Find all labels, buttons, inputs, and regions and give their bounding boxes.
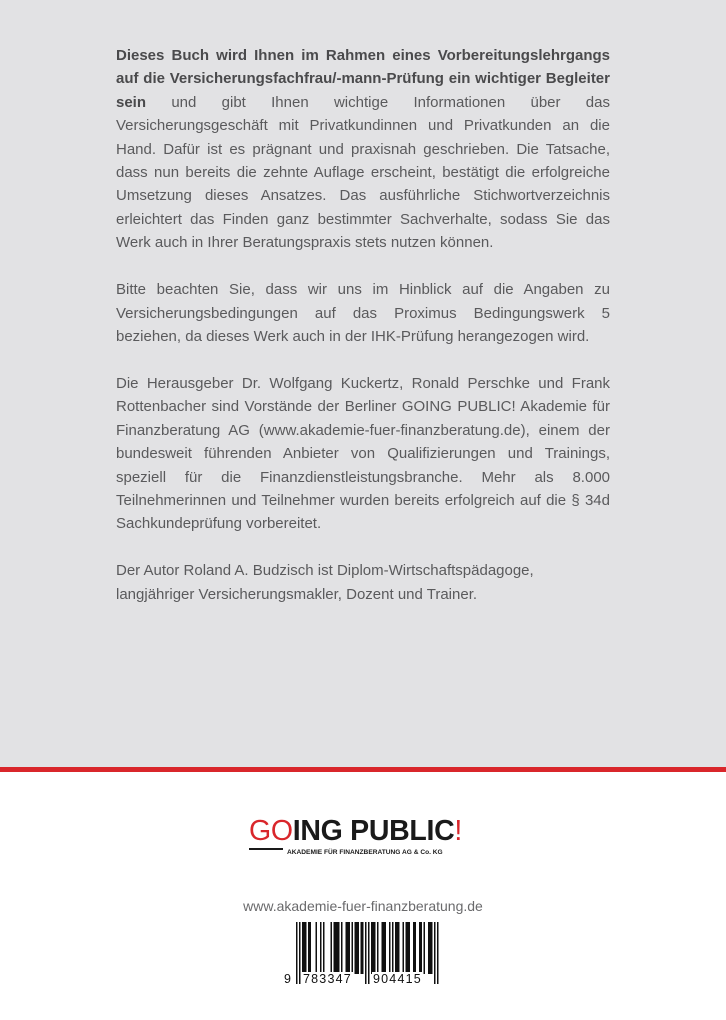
logo-underline <box>249 848 283 850</box>
barcode-bar <box>323 922 325 974</box>
barcode-bar <box>356 922 358 974</box>
barcode-bar <box>415 922 417 974</box>
barcode-bar <box>403 922 405 974</box>
barcode-bar <box>341 922 343 974</box>
barcode-bar <box>385 922 387 974</box>
barcode-bar <box>398 922 400 974</box>
barcode-bar <box>428 922 430 974</box>
barcode-bar <box>361 922 363 974</box>
barcode-bar <box>430 922 432 974</box>
barcode-bar <box>389 922 391 974</box>
barcode-right-digits: 904415 <box>373 972 422 986</box>
website-url: www.akademie-fuer-finanzberatung.de <box>243 898 483 914</box>
barcode-bar <box>338 922 340 974</box>
barcode-bar <box>349 922 351 974</box>
logo-exclamation: ! <box>454 815 463 847</box>
barcode-left-digits: 783347 <box>303 972 352 986</box>
barcode-bar <box>337 922 339 974</box>
barcode-bar <box>316 922 318 974</box>
barcode-bar <box>371 922 373 974</box>
red-divider-line <box>0 767 726 772</box>
barcode-bar <box>431 922 433 974</box>
barcode-bar <box>308 922 310 974</box>
barcode-bar <box>413 922 415 974</box>
barcode-bar <box>406 922 408 974</box>
intro-bold-text: Dieses Buch wird Ihnen im Rahmen eines Vorbereitungslehrgangs auf die Versicherungsfachfrau/-mann-Prüfung ein wichtiger Begleiter sein <box>116 47 610 111</box>
barcode-bar <box>358 922 360 974</box>
barcode-bar <box>304 922 306 974</box>
barcode-bar <box>407 922 409 974</box>
barcode-bar <box>395 922 397 974</box>
paragraph-author: Der Autor Roland A. Budzisch ist Diplom-Wirtschaftspädagoge, langjähriger Versicherungsmakler, Dozent und Trainer. <box>116 562 534 603</box>
barcode-bar <box>409 922 411 974</box>
barcode-bar <box>352 922 354 974</box>
barcode-bar <box>374 922 376 974</box>
intro-text: und gibt Ihnen wichtige Informationen über das Versicherungsgeschäft mit Privatkundinnen und Privatkunden an die Hand. Dafür ist es prägnant und praxisnah geschrieben. Die Tatsache, dass nun bereits die zehnte Auflage erscheint, bestätigt die erfolgreiche Umsetzung dieses Ansatzes. Das ausführliche Stichwortverzeichnis erleichtert das Finden ganz bestimmter Sachverhalte, sodass Sie das Werk auch in Ihrer Beratungspraxis stets nutzen können. <box>116 93 610 252</box>
barcode-bar <box>377 922 379 974</box>
barcode-first-digit: 9 <box>284 972 291 986</box>
paragraph-conditions: Bitte beachten Sie, dass wir uns im Hinblick auf die Angaben zu Versicherungsbedingungen auf das Proximus Bedingungswerk 5 beziehen, da dieses Werk auch in der IHK-Prüfung herangezogen wird. <box>116 281 610 345</box>
logo-wordmark <box>249 815 462 847</box>
logo-go: GO <box>249 815 293 847</box>
barcode-bar <box>346 922 348 974</box>
barcode-bar <box>347 922 349 974</box>
barcode-bar <box>397 922 399 974</box>
publisher-logo <box>249 815 481 860</box>
paragraph-publishers: Die Herausgeber Dr. Wolfgang Kuckertz, Ronald Perschke und Frank Rottenbacher sind Vorstände der Berliner GOING PUBLIC! Akademie für Finanzberatung AG (www.akademie-fuer-finanzberatung.de), einem der bundesweit führenden Anbieter von Qualifizierungen und Trainings, speziell für die Finanzdienstleistungsbranche. Mehr als 8.000 Teilnehmerinnen und Teilnehmer wurden bereits erfolgreich auf die § 34d Sachkundeprüfung vorbereitet. <box>116 374 610 533</box>
barcode-bar <box>355 922 357 974</box>
barcode-bar <box>310 922 312 974</box>
barcode-bar <box>320 922 322 974</box>
barcode-bar <box>302 922 304 974</box>
barcode-bar <box>362 922 364 974</box>
barcode-bar <box>334 922 336 974</box>
logo-subtitle: AKADEMIE FÜR FINANZBERATUNG AG & Co. KG <box>287 849 443 856</box>
barcode-bar <box>419 922 421 974</box>
paragraph-intro <box>116 44 610 255</box>
barcode-bar <box>383 922 385 974</box>
barcode-digits <box>283 970 443 990</box>
barcode-bar <box>424 922 426 974</box>
barcode-bar <box>392 922 394 974</box>
barcode-bar <box>382 922 384 974</box>
logo-ing-public: ING PUBLIC <box>292 815 455 847</box>
barcode-bar <box>373 922 375 974</box>
barcode-bar <box>335 922 337 974</box>
back-cover-text <box>116 44 610 630</box>
barcode-bar <box>305 922 307 974</box>
barcode-bar <box>421 922 423 974</box>
barcode-bar <box>331 922 333 974</box>
